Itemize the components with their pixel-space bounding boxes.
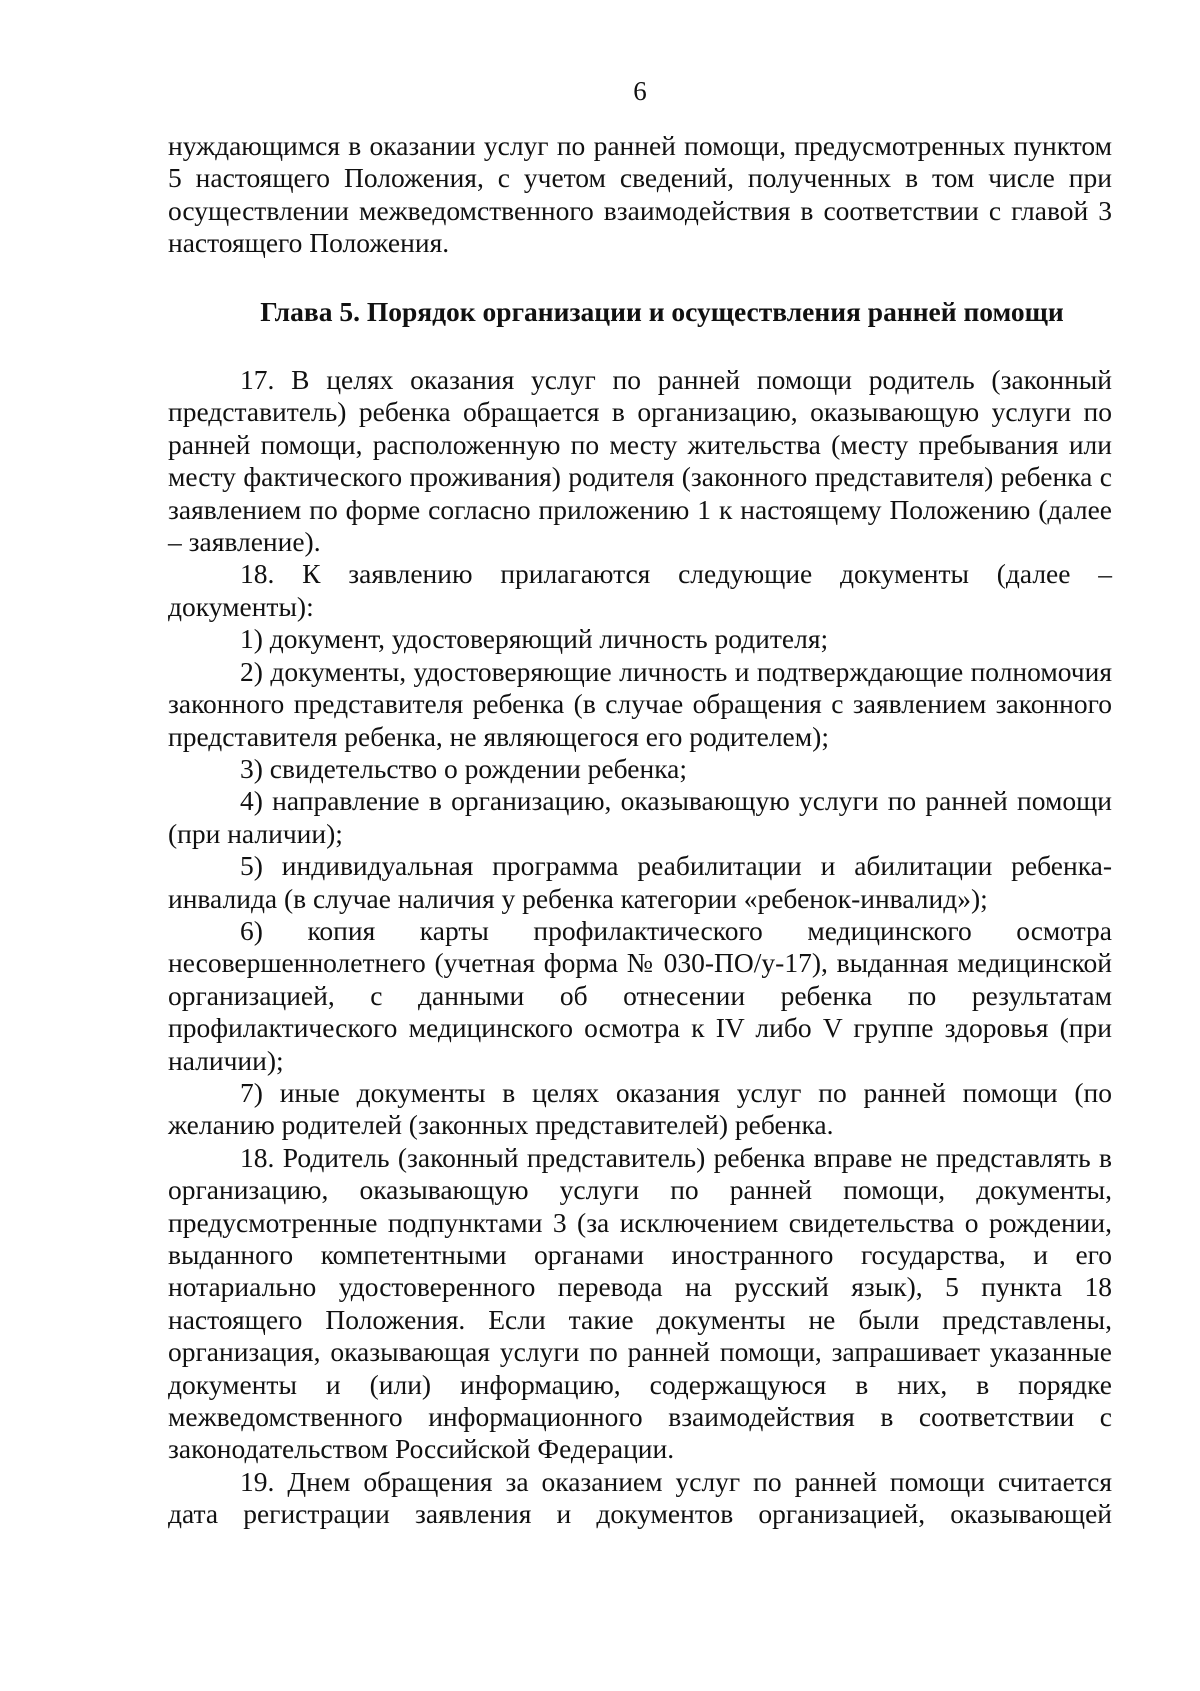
- document-body: [168, 130, 1112, 1531]
- paragraph-18-second: 18. Родитель (законный представитель) ребенка вправе не представлять в организацию, оказывающую услуги по ранней помощи, документы, предусмотренные подпунктами 3 (за исключением свидетельства о рождении, выданного компетентными органами иностранного государства, и его нотариально удостоверенного перевода на русский язык), 5 пункта 18 настоящего Положения. Если такие документы не были представлены, организация, оказывающая услуги по ранней помощи, запрашивает указанные документы и (или) информацию, содержащуюся в них, в порядке межведомственного информационного взаимодействия в соответствии с законодательством Российской Федерации.: [168, 1141, 1112, 1465]
- list-item-7: 7) иные документы в целях оказания услуг по ранней помощи (по желанию родителей (законных представителей) ребенка.: [168, 1076, 1112, 1141]
- page-number: 6: [633, 76, 647, 106]
- list-item-1: 1) документ, удостоверяющий личность родителя;: [240, 623, 829, 655]
- intro-paragraph: нуждающимся в оказании услуг по ранней помощи, предусмотренных пунктом 5 настоящего Положения, с учетом сведений, полученных в том числе при осуществлении межведомственного взаимодействия в соответствии с главой 3 настоящего Положения.: [168, 130, 1112, 259]
- list-item-5: 5) индивидуальная программа реабилитации и абилитации ребенка-инвалида (в случае наличия у ребенка категории «ребенок-инвалид»);: [168, 850, 1112, 914]
- list-item-4: 4) направление в организацию, оказывающую услуги по ранней помощи (при наличии);: [168, 785, 1112, 849]
- paragraph-17: 17. В целях оказания услуг по ранней помощи родитель (законный представитель) ребенка обращается в организацию, оказывающую услуги по ранней помощи, расположенную по месту жительства (месту пребывания или месту фактического проживания) родителя (законного представителя) ребенка с заявлением по форме согласно приложению 1 к настоящему Положению (далее – заявление).: [168, 364, 1112, 558]
- chapter-title: Глава 5. Порядок организации и осуществления ранней помощи: [260, 295, 1064, 327]
- list-item-2: 2) документы, удостоверяющие личность и подтверждающие полномочия законного представителя ребенка (в случае обращения с заявлением законного представителя ребенка, не являющегося его родителем);: [168, 655, 1112, 752]
- paragraph-18: 18. К заявлению прилагаются следующие документы (далее – документы):: [168, 558, 1112, 622]
- paragraph-19: 19. Днем обращения за оказанием услуг по ранней помощи считается дата регистрации заявления и документов организацией, оказывающей: [168, 1465, 1112, 1530]
- list-item-6: 6) копия карты профилактического медицинского осмотра несовершеннолетнего (учетная форма № 030-ПО/у-17), выданная медицинской организацией, с данными об отнесении ребенка по результатам профилактического медицинского осмотра к IV либо V группе здоровья (при наличии);: [168, 914, 1112, 1076]
- list-item-3: 3) свидетельство о рождении ребенка;: [240, 752, 687, 784]
